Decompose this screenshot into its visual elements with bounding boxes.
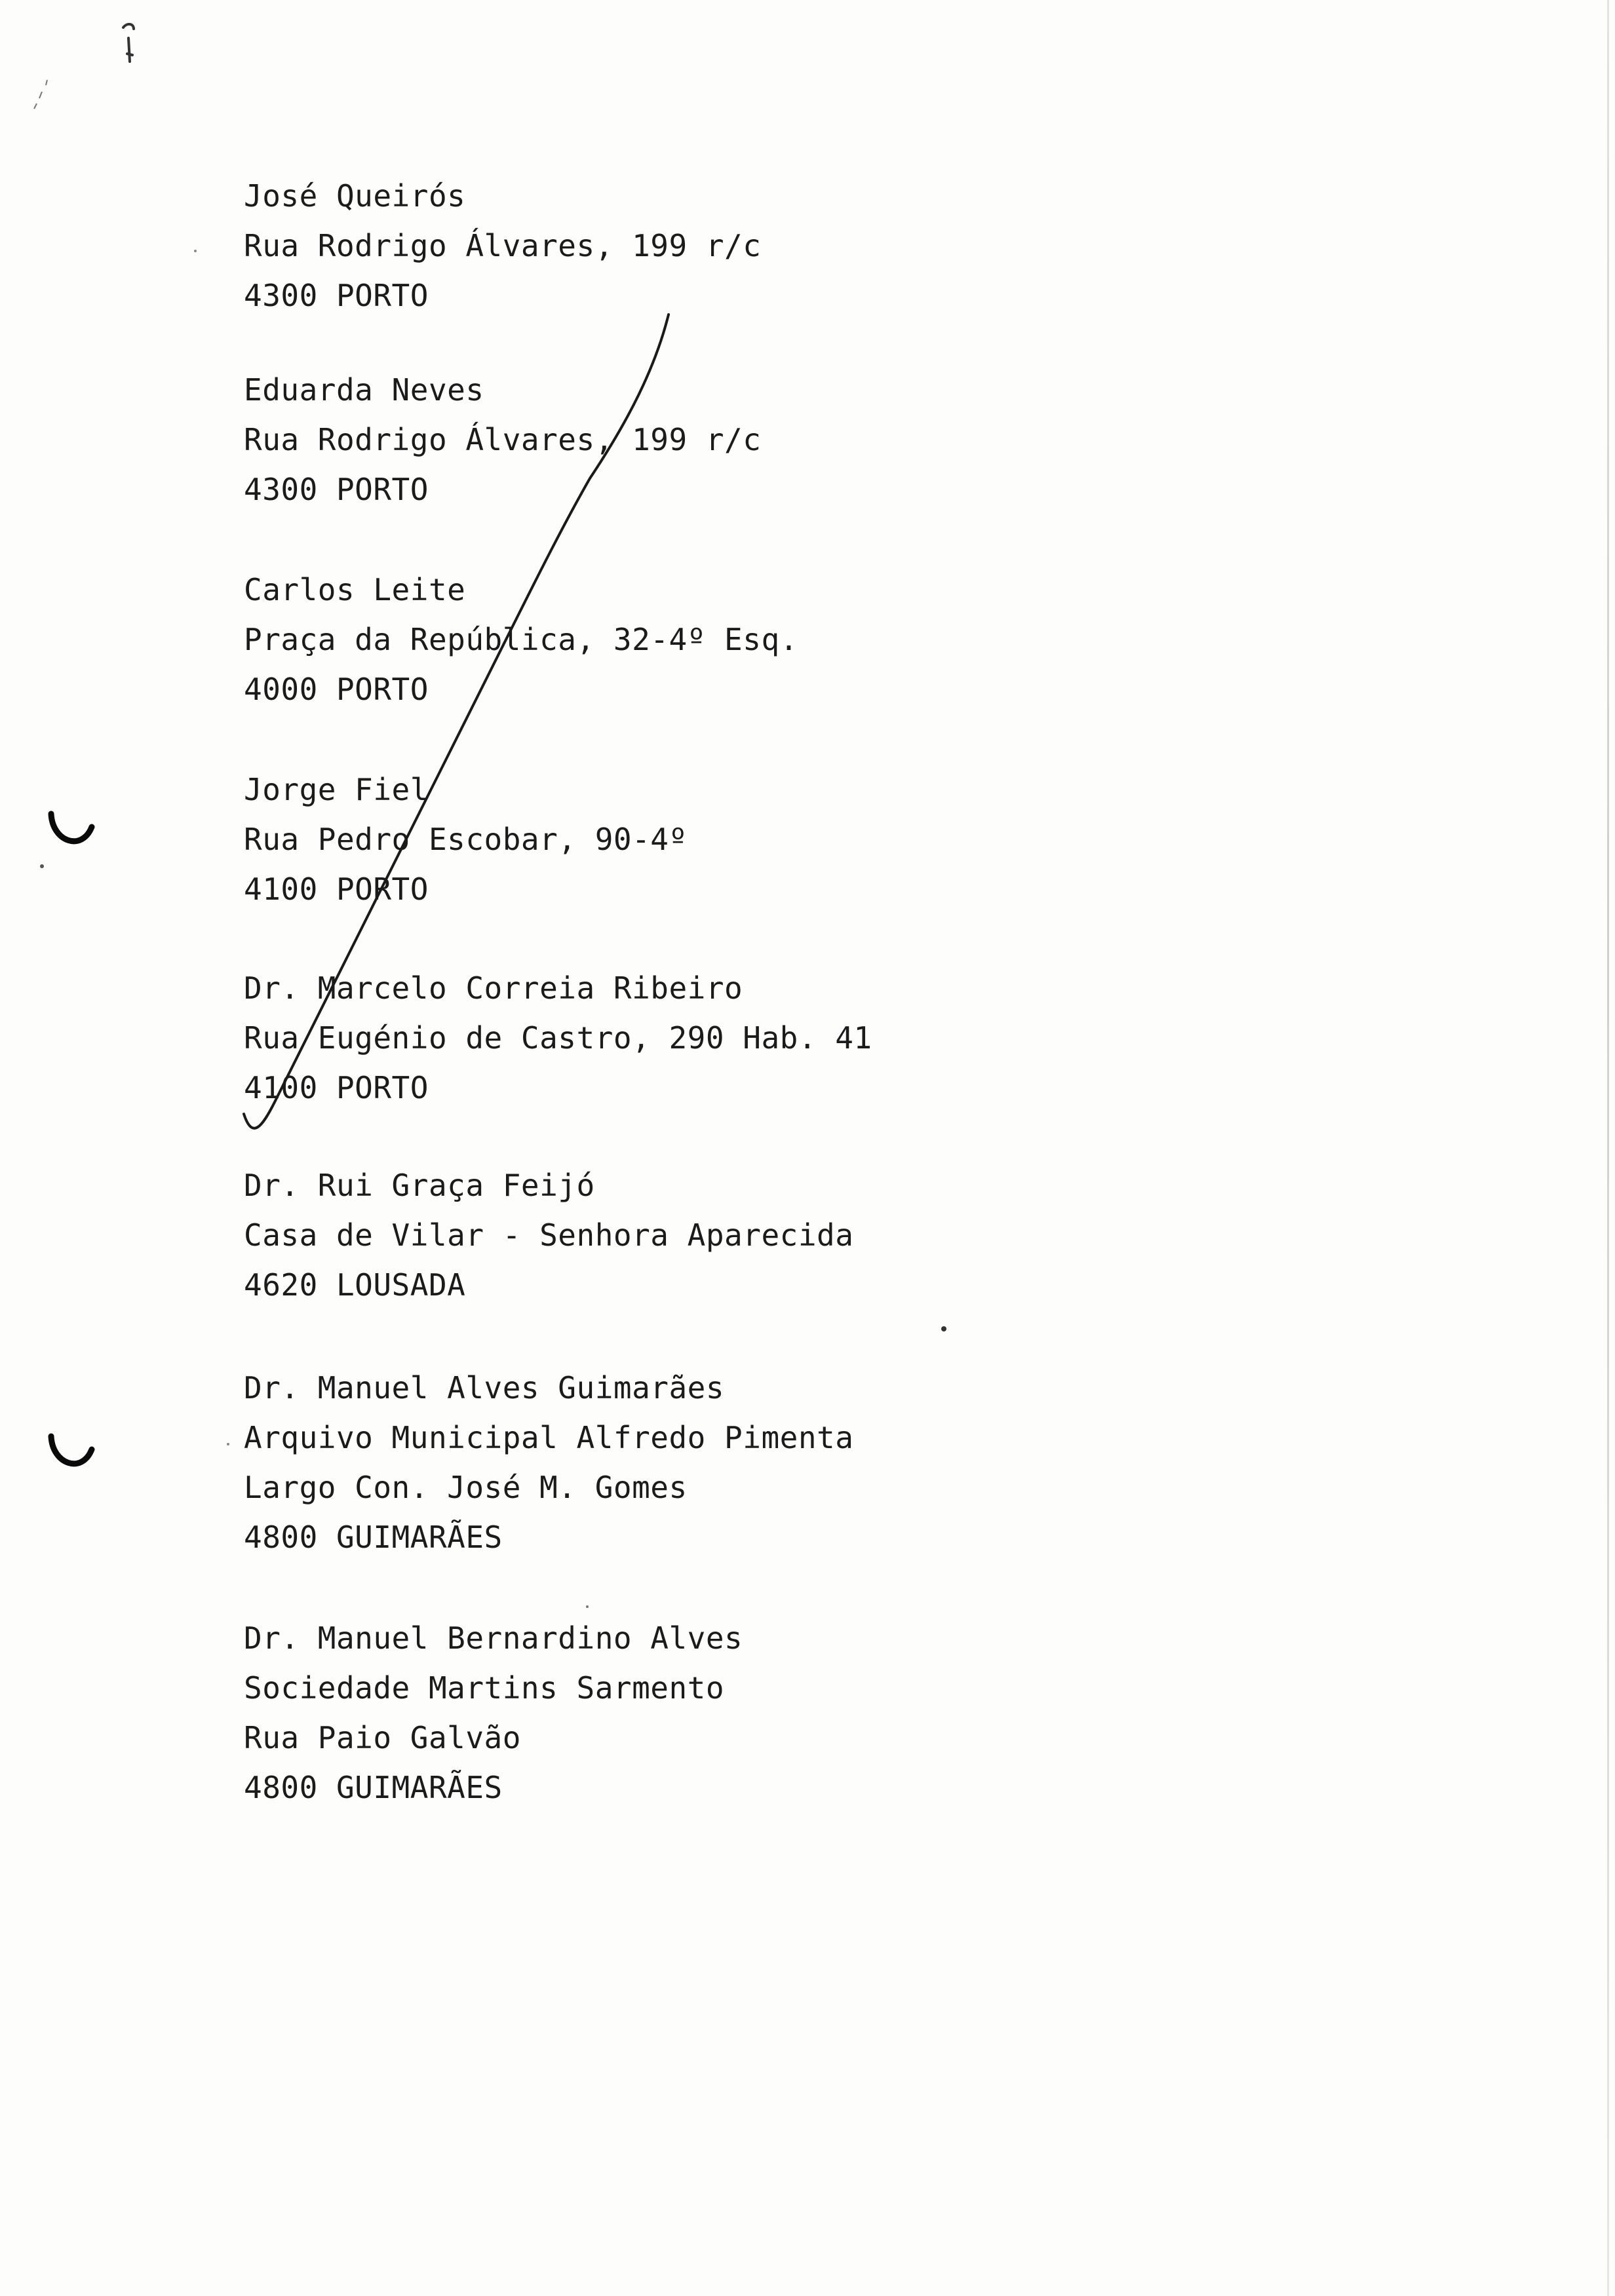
address-entry (244, 365, 761, 514)
recipient-name: Eduarda Neves (244, 372, 484, 408)
paper-speck (586, 1605, 589, 1608)
postal-city-line: 4100 PORTO (244, 871, 429, 907)
institution-line: Arquivo Municipal Alfredo Pimenta (244, 1420, 854, 1455)
paper-speck (227, 1443, 229, 1445)
recipient-name: Dr. Manuel Bernardino Alves (244, 1620, 743, 1656)
address-entry (244, 1363, 853, 1562)
postal-city-line: 4800 GUIMARÃES (244, 1770, 503, 1805)
recipient-name: Carlos Leite (244, 572, 466, 607)
postal-city-line: 4100 PORTO (244, 1070, 429, 1105)
punch-hole-mark-upper (51, 814, 92, 841)
address-entry (244, 963, 872, 1113)
street-line: Largo Con. José M. Gomes (244, 1470, 688, 1505)
address-entry (244, 171, 761, 320)
page-edge-shadow (1607, 0, 1609, 2296)
postal-city-line: 4300 PORTO (244, 472, 429, 507)
postal-city-line: 4000 PORTO (244, 672, 429, 707)
street-line: Casa de Vilar - Senhora Aparecida (244, 1217, 854, 1253)
paper-speck (194, 250, 197, 252)
paper-speck (40, 864, 44, 868)
staple-mark (123, 24, 134, 62)
address-entry (244, 1160, 853, 1310)
punch-hole-mark-lower (51, 1436, 92, 1464)
institution-line: Sociedade Martins Sarmento (244, 1670, 725, 1706)
recipient-name: Dr. Rui Graça Feijó (244, 1168, 595, 1203)
address-entry (244, 565, 798, 714)
recipient-name: José Queirós (244, 178, 466, 214)
postal-city-line: 4800 GUIMARÃES (244, 1520, 503, 1555)
pencil-scribble (34, 80, 47, 109)
street-line: Rua Eugénio de Castro, 290 Hab. 41 (244, 1020, 872, 1056)
address-entry (244, 765, 688, 914)
postal-city-line: 4620 LOUSADA (244, 1267, 466, 1303)
recipient-name: Jorge Fiel (244, 772, 429, 807)
street-line: Rua Paio Galvão (244, 1720, 521, 1755)
recipient-name: Dr. Marcelo Correia Ribeiro (244, 970, 743, 1006)
postal-city-line: 4300 PORTO (244, 278, 429, 313)
street-line: Praça da República, 32-4º Esq. (244, 622, 798, 657)
paper-speck (941, 1326, 946, 1331)
address-entry (244, 1613, 743, 1812)
recipient-name: Dr. Manuel Alves Guimarães (244, 1370, 725, 1406)
street-line: Rua Rodrigo Álvares, 199 r/c (244, 228, 762, 263)
street-line: Rua Rodrigo Álvares, 199 r/c (244, 422, 762, 457)
street-line: Rua Pedro Escobar, 90-4º (244, 822, 688, 857)
